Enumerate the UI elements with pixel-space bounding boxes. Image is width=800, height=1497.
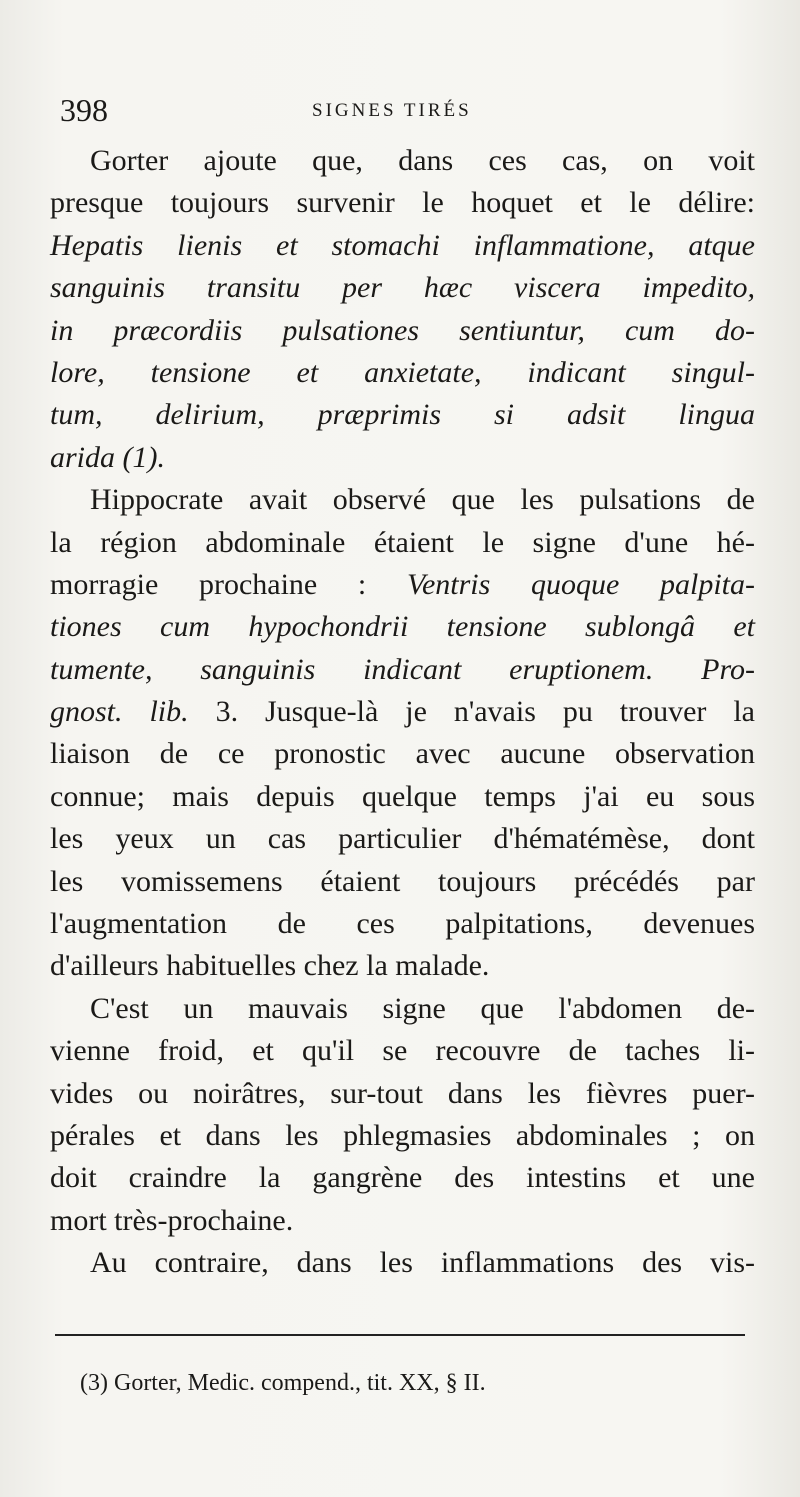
running-head: SIGNES TIRÉS bbox=[312, 100, 472, 121]
text-line: tum, delirium, præprimis si adsit lingua bbox=[50, 398, 755, 432]
text-line: tiones cum hypochondrii tensione sublongâ et bbox=[50, 610, 755, 644]
body-text bbox=[50, 140, 755, 1285]
text-line: lore, tensione et anxietate, indicant singul- bbox=[50, 355, 755, 389]
text-line: les vomissemens étaient toujours précédés par bbox=[50, 864, 755, 898]
text-line: Hepatis lienis et stomachi inflammatione, atque bbox=[50, 228, 755, 262]
text-line: Gorter ajoute que, dans ces cas, on voit bbox=[90, 144, 755, 177]
text-line: l'augmentation de ces palpitations, devenues bbox=[50, 907, 755, 941]
text-line: in præcordiis pulsationes sentiuntur, cum do- bbox=[50, 313, 755, 347]
text-line: presque toujours survenir le hoquet et le délire: bbox=[50, 186, 755, 220]
text-line: morragie prochaine : Ventris quoque palpita- bbox=[50, 567, 755, 601]
text-line: liaison de ce pronostic avec aucune observation bbox=[50, 737, 755, 771]
text-line: sanguinis transitu per hæc viscera impedito, bbox=[50, 271, 755, 305]
text-line: gnost. lib. 3. Jusque-là je n'avais pu trouver la bbox=[50, 695, 755, 729]
text-line: pérales et dans les phlegmasies abdominales ; on bbox=[50, 1118, 755, 1152]
text-line: tumente, sanguinis indicant eruptionem. Pro- bbox=[50, 652, 755, 686]
text-line: la région abdominale étaient le signe d'une hé- bbox=[50, 525, 755, 559]
page-header bbox=[60, 92, 740, 140]
footnote: (3) Gorter, Medic. compend., tit. XX, § II. bbox=[80, 1370, 486, 1396]
text-line: connue; mais depuis quelque temps j'ai eu sous bbox=[50, 779, 755, 813]
text-line: doit craindre la gangrène des intestins et une bbox=[50, 1161, 755, 1195]
text-line: C'est un mauvais signe que l'abdomen de- bbox=[90, 991, 755, 1025]
text-line: vides ou noirâtres, sur-tout dans les fièvres puer- bbox=[50, 1076, 755, 1110]
text-line: vienne froid, et qu'il se recouvre de taches li- bbox=[50, 1034, 755, 1068]
text-line: Hippocrate avait observé que les pulsations de bbox=[90, 483, 755, 517]
text-line: d'ailleurs habituelles chez la malade. bbox=[50, 949, 490, 983]
text-line: les yeux un cas particulier d'hématémèse, dont bbox=[50, 822, 755, 856]
page-number: 398 bbox=[60, 92, 108, 128]
text-line: mort très-prochaine. bbox=[50, 1203, 294, 1237]
footnote-rule bbox=[55, 1334, 745, 1336]
text-line: Au contraire, dans les inflammations des vis- bbox=[90, 1246, 755, 1280]
text-line: arida (1). bbox=[50, 440, 165, 474]
